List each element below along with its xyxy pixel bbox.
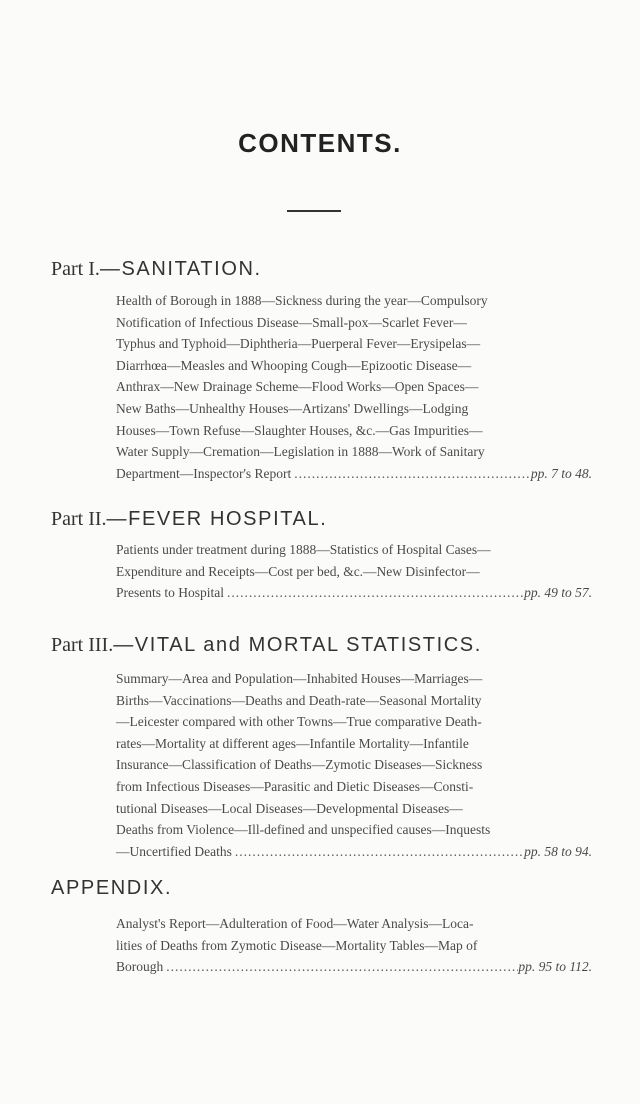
part-2-contents <box>116 539 592 604</box>
part-3-line: tutional Diseases—Local Diseases—Developmental Diseases— <box>116 800 463 816</box>
part-3-page-range: pp. 58 to 94. <box>524 843 592 859</box>
part-3-contents <box>116 668 592 862</box>
part-1-contents <box>116 290 592 484</box>
part-3-line: Summary—Area and Population—Inhabited Houses—Marriages— <box>116 671 483 686</box>
part-3-line: Deaths from Violence—Ill-defined and unspecified causes—Inquests <box>116 822 491 838</box>
part-2-page-range: pp. 49 to 57. <box>524 585 592 601</box>
part-3-prefix: Part III. <box>51 634 114 656</box>
page-title: CONTENTS. <box>238 128 402 158</box>
part-3-line: from Infectious Diseases—Parasitic and Dietic Diseases—Consti- <box>116 778 474 794</box>
dot-leader <box>291 463 531 485</box>
part-1-line: Notification of Infectious Disease—Small-pox—Scarlet Fever— <box>116 314 467 330</box>
part-3-line: rates—Mortality at different ages—Infantile Mortality—Infantile <box>116 735 469 751</box>
part-3-last-text: —Uncertified Deaths <box>116 843 232 859</box>
part-3-heading <box>51 634 482 657</box>
part-1-line: Typhus and Typhoid—Diphtheria—Puerperal Fever—Erysipelas— <box>116 336 481 352</box>
appendix-heading <box>51 877 172 900</box>
part-1-last-line <box>116 463 592 485</box>
part-2-name: —FEVER HOSPITAL. <box>106 508 328 530</box>
appendix-contents <box>116 913 592 978</box>
appendix-line: lities of Deaths from Zymotic Disease—Mortality Tables—Map of <box>116 937 478 953</box>
part-3-line: Births—Vaccinations—Deaths and Death-rate—Seasonal Mortality <box>116 692 482 708</box>
part-1-last-text: Department—Inspector's Report <box>116 465 292 481</box>
appendix-page-range: pp. 95 to 112. <box>518 959 592 975</box>
appendix-last-text: Borough <box>116 959 164 975</box>
part-1-line: Diarrhœa—Measles and Whooping Cough—Epizootic Disease— <box>116 357 472 373</box>
part-1-heading <box>51 258 262 281</box>
part-1-line: Water Supply—Cremation—Legislation in 1888—Work of Sanitary <box>116 444 485 460</box>
part-2-last-text: Presents to Hospital <box>116 585 224 601</box>
part-1-name: —SANITATION. <box>99 258 262 280</box>
part-2-prefix: Part II. <box>51 508 107 530</box>
part-2-line: Patients under treatment during 1888—Statistics of Hospital Cases— <box>116 542 491 557</box>
part-1-prefix: Part I. <box>51 258 100 280</box>
part-1-line: Anthrax—New Drainage Scheme—Flood Works—Open Spaces— <box>116 379 479 395</box>
dot-leader <box>163 956 518 978</box>
dot-leader <box>232 841 524 863</box>
part-3-line: Insurance—Classification of Deaths—Zymotic Diseases—Sickness <box>116 757 483 773</box>
dot-leader <box>224 582 524 604</box>
title-divider <box>287 210 341 212</box>
part-1-line: Houses—Town Refuse—Slaughter Houses, &c.—Gas Impurities— <box>116 422 483 438</box>
part-3-last-line <box>116 841 592 863</box>
part-1-line: New Baths—Unhealthy Houses—Artizans' Dwellings—Lodging <box>116 400 469 416</box>
appendix-line: Analyst's Report—Adulteration of Food—Water Analysis—Loca- <box>116 916 474 931</box>
part-3-name: —VITAL and MORTAL STATISTICS. <box>113 634 482 656</box>
part-2-last-line <box>116 582 592 604</box>
part-2-line: Expenditure and Receipts—Cost per bed, &c.—New Disinfector— <box>116 563 480 579</box>
appendix-last-line <box>116 956 592 978</box>
part-2-heading <box>51 508 327 531</box>
appendix-name: APPENDIX. <box>51 877 173 899</box>
part-1-page-range: pp. 7 to 48. <box>530 465 592 481</box>
part-1-line: Health of Borough in 1888—Sickness during the year—Compulsory <box>116 293 488 308</box>
part-3-line: —Leicester compared with other Towns—True comparative Death- <box>116 714 482 730</box>
